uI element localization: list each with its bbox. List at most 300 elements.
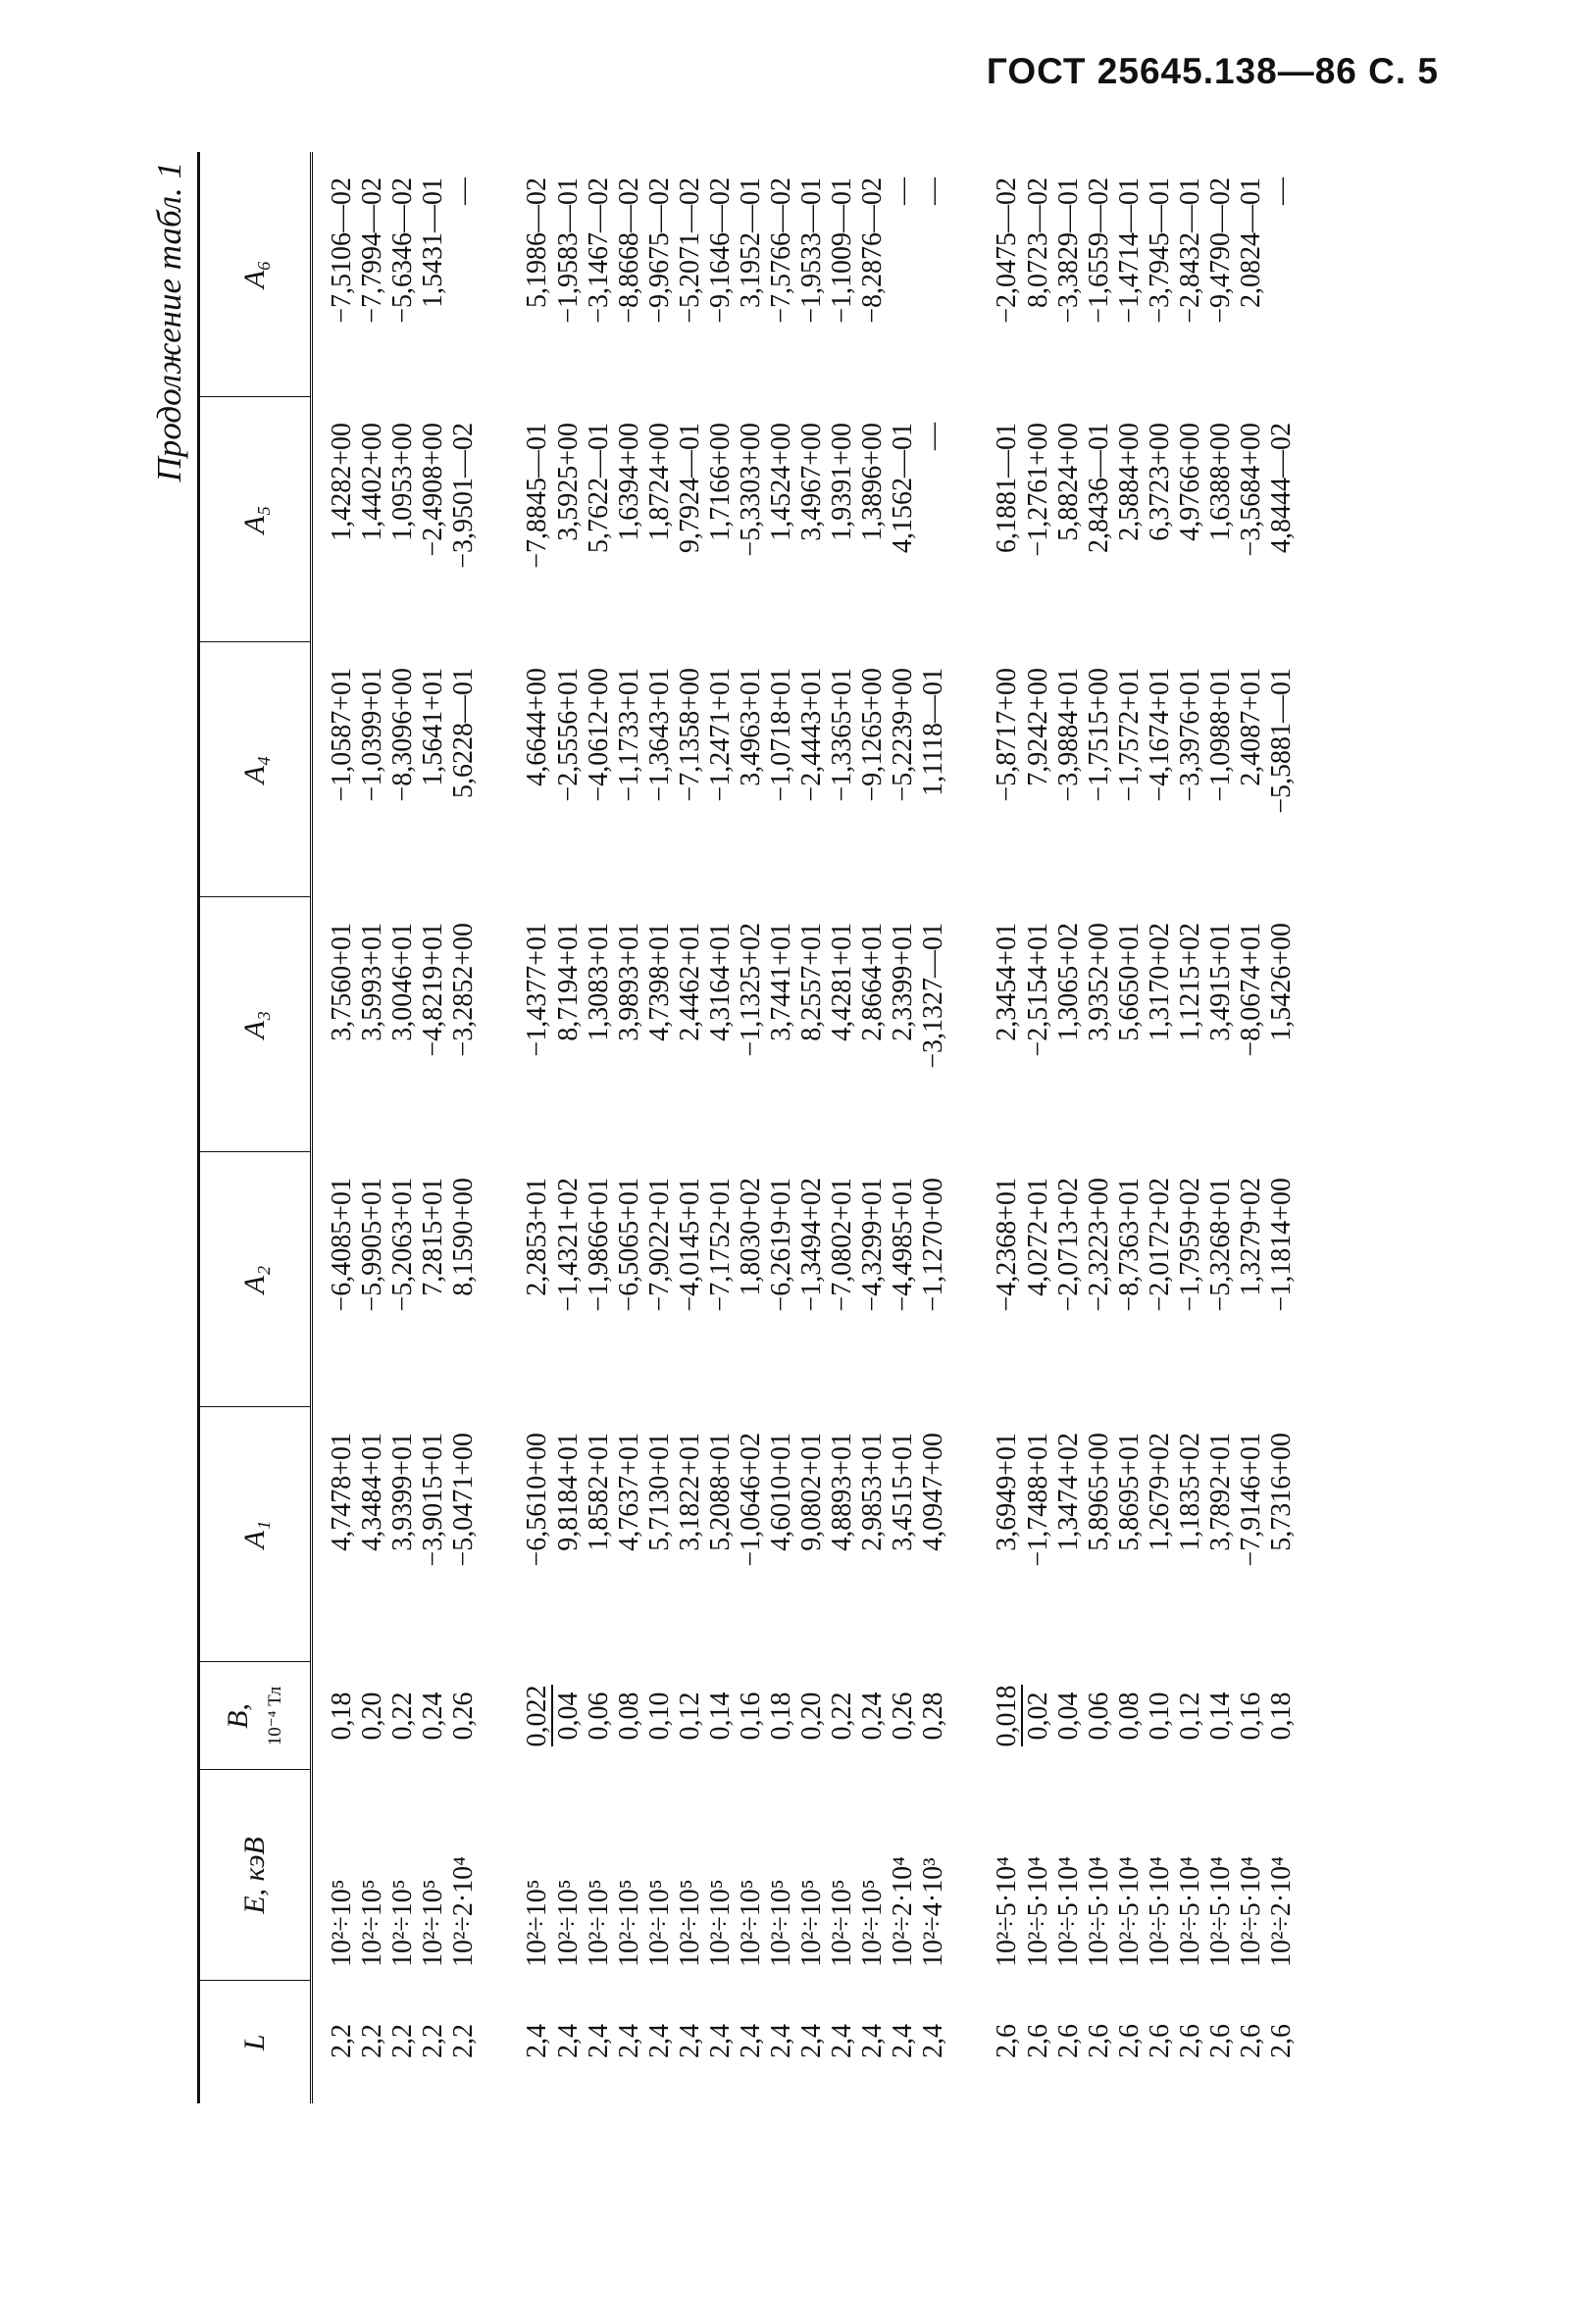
cell-e [918,1770,948,1981]
cell-l [522,1981,553,2103]
cell-a1 [553,1407,584,1662]
cell-value: 10²÷10⁵ [584,1879,614,1967]
cell-a1 [992,1407,1023,1662]
cell-value: 10²÷2·10⁴ [448,1856,479,1967]
table-row [614,152,644,2103]
cell-value: −7,5106—02 [327,177,357,324]
cell-b [1205,1662,1236,1770]
table-row [918,152,948,2103]
cell-a1 [796,1407,827,1662]
col-header-b [199,1662,312,1770]
cell-value: −8,7363+01 [1114,1178,1145,1312]
cell-value: 4,3164+01 [705,923,736,1041]
cell-value: 1,2679+02 [1145,1433,1175,1551]
cell-a4 [796,642,827,897]
cell-value: 10²÷5·10⁴ [1053,1856,1084,1967]
cell-value: −4,2368+01 [992,1178,1022,1312]
cell-value: 1,5641+01 [418,668,448,786]
cell-a3 [675,897,705,1152]
cell-value: −2,8432—01 [1175,177,1205,324]
col-header-a3: A₃ [199,897,312,1152]
cell-value: 2,0824—01 [1236,177,1266,308]
cell-value: 3,5993+01 [357,923,387,1041]
cell-a6 [1175,152,1205,397]
cell-value: 5,2088+01 [705,1433,736,1551]
cell-a6 [705,152,736,397]
cell-a4 [992,642,1023,897]
cell-b [888,1662,918,1770]
cell-b [675,1662,705,1770]
table-row [1114,152,1145,2103]
cell-value: 5,7130+01 [644,1433,675,1551]
cell-l [705,1981,736,2103]
cell-b [1236,1662,1266,1770]
cell-value: −4,8219+01 [418,923,448,1057]
cell-value: 10²÷5·10⁴ [1114,1856,1145,1967]
cell-value: −3,5684+00 [1236,423,1266,557]
cell-value: 2,2 [418,2024,448,2058]
cell-a1 [766,1407,796,1662]
cell-l [644,1981,675,2103]
cell-a4 [1023,642,1053,897]
cell-value: 2,6 [1205,2024,1236,2058]
cell-value: −8,3096+00 [387,668,418,802]
cell-value: 2,4 [827,2024,857,2058]
cell-a6 [675,152,705,397]
cell-l [584,1981,614,2103]
cell-value: 10²÷10⁵ [827,1879,857,1967]
cell-a2 [827,1152,857,1407]
cell-b [584,1662,614,1770]
cell-value: 4,8444—02 [1266,423,1297,553]
table-row [553,152,584,2103]
cell-value: 5,8695+01 [1114,1433,1145,1551]
cell-value: 0,18 [1266,1692,1297,1741]
cell-value: −5,8717+00 [992,668,1022,802]
col-header-a2: A₂ [199,1152,312,1407]
cell-a4 [705,642,736,897]
cell-value: 4,0947+00 [918,1433,948,1551]
cell-a1 [736,1407,766,1662]
cell-value: 10²÷10⁵ [357,1879,387,1967]
group-spacer [948,152,992,2103]
cell-value: 4,4281+01 [827,923,857,1041]
cell-b [644,1662,675,1770]
cell-a4 [1266,642,1297,897]
cell-a4 [857,642,888,897]
table-row [1023,152,1053,2103]
cell-a6 [1023,152,1053,397]
cell-a2 [614,1152,644,1407]
cell-value: −5,9905+01 [357,1178,387,1312]
cell-a1 [888,1407,918,1662]
cell-value: 9,7924—01 [675,423,705,553]
cell-a3 [553,897,584,1152]
cell-e [992,1770,1023,1981]
cell-a1 [584,1407,614,1662]
cell-value: 10²÷10⁵ [675,1879,705,1967]
cell-a1 [1205,1407,1236,1662]
cell-value: 10²÷5·10⁴ [1175,1856,1205,1967]
cell-a2 [522,1152,553,1407]
cell-a4 [357,642,387,897]
group-spacer [479,152,522,2103]
cell-value: −4,1674+01 [1145,668,1175,802]
cell-value: 3,9893+01 [614,923,644,1041]
cell-value: 1,8582+01 [584,1433,614,1551]
cell-b [1084,1662,1114,1770]
cell-e [1266,1770,1297,1981]
cell-a5 [1084,397,1114,642]
cell-value: 0,16 [736,1692,766,1741]
cell-a6 [614,152,644,397]
cell-value: 0,14 [1205,1692,1236,1741]
cell-value: 0,26 [888,1692,918,1741]
cell-value: 0,018 [992,1685,1022,1747]
cell-value: 2,6 [1114,2024,1145,2058]
cell-value: −7,9022+01 [644,1178,675,1312]
cell-a3 [1266,897,1297,1152]
cell-value: −7,9146+01 [1236,1433,1266,1567]
cell-e [888,1770,918,1981]
cell-a5 [1053,397,1084,642]
cell-a2 [553,1152,584,1407]
cell-a4 [614,642,644,897]
cell-e [614,1770,644,1981]
cell-a4 [1114,642,1145,897]
cell-a4 [736,642,766,897]
cell-e [584,1770,614,1981]
cell-a1 [1145,1407,1175,1662]
cell-value: −1,7488+01 [1023,1433,1053,1567]
cell-a1 [1023,1407,1053,1662]
cell-a4 [1205,642,1236,897]
cell-l [888,1981,918,2103]
cell-a1 [614,1407,644,1662]
cell-value: −5,6346—02 [387,177,418,324]
cell-value: −7,5766—02 [766,177,796,324]
cell-value: −1,2761+00 [1023,423,1053,557]
cell-value: −1,0718+01 [766,668,796,802]
cell-a1 [1053,1407,1084,1662]
cell-a5 [827,397,857,642]
cell-b [736,1662,766,1770]
cell-value: −7,7994—02 [357,177,387,324]
cell-a1 [387,1407,418,1662]
cell-b [1114,1662,1145,1770]
cell-a5 [584,397,614,642]
cell-a6 [796,152,827,397]
cell-value: 0,08 [1114,1692,1145,1741]
cell-a5 [1266,397,1297,642]
cell-a5 [888,397,918,642]
cell-a6 [312,152,358,397]
cell-value: 2,4 [522,2024,552,2058]
cell-value: 10²÷10⁵ [553,1879,584,1967]
cell-value: −6,5610+00 [522,1433,552,1567]
cell-value: −1,0988+01 [1205,668,1236,802]
cell-l [736,1981,766,2103]
cell-l [1084,1981,1114,2103]
cell-b [1266,1662,1297,1770]
cell-b [614,1662,644,1770]
cell-value: −8,0674+01 [1236,923,1266,1057]
cell-a2 [992,1152,1023,1407]
table-row [387,152,418,2103]
cell-value: −1,1814+00 [1266,1178,1297,1312]
cell-value: 1,3896+00 [857,423,888,541]
cell-b [553,1662,584,1770]
cell-value: 0,14 [705,1692,736,1741]
cell-a1 [857,1407,888,1662]
cell-value: 2,2 [448,2024,479,2058]
cell-value: 2,4 [553,2024,584,2058]
cell-value: 2,4 [857,2024,888,2058]
cell-b [1145,1662,1175,1770]
cell-e [736,1770,766,1981]
col-header-l: L [199,1981,312,2103]
cell-value: −9,9675—02 [644,177,675,324]
cell-l [1175,1981,1205,2103]
cell-a6 [418,152,448,397]
cell-a5 [1175,397,1205,642]
cell-value: 2,8664+01 [857,923,888,1041]
cell-a4 [644,642,675,897]
cell-value: 9,8184+01 [553,1433,584,1551]
cell-a5 [312,397,358,642]
cell-value: 3,4915+01 [1205,923,1236,1041]
cell-value: 3,6949+01 [992,1433,1022,1551]
cell-a5 [675,397,705,642]
cell-l [766,1981,796,2103]
cell-a6 [918,152,948,397]
cell-e [522,1770,553,1981]
cell-value: 6,3723+00 [1145,423,1175,541]
cell-value: 3,4963+01 [736,668,766,786]
cell-value: −1,3365+01 [827,668,857,802]
cell-value: 2,5884+00 [1114,423,1145,541]
cell-value: 0,04 [553,1692,584,1741]
cell-value: 3,5925+00 [553,423,584,541]
table-row [418,152,448,2103]
table-row [1236,152,1266,2103]
cell-b [827,1662,857,1770]
cell-value: −9,1265+00 [857,668,888,802]
cell-value: −3,1327—01 [918,923,948,1069]
cell-a2 [644,1152,675,1407]
cell-e [644,1770,675,1981]
cell-a3 [357,897,387,1152]
cell-a2 [857,1152,888,1407]
rotated-table-block [142,152,1442,2103]
cell-value: 0,06 [584,1692,614,1741]
cell-value: 8,7194+01 [553,923,584,1041]
table-row [736,152,766,2103]
table-row [888,152,918,2103]
cell-value: 5,7622—01 [584,423,614,553]
cell-value: 3,1952—01 [736,177,766,308]
cell-value: −1,3643+01 [644,668,675,802]
cell-value: 4,1562—01 [888,423,918,553]
cell-l [1145,1981,1175,2103]
cell-b [1175,1662,1205,1770]
cell-a3 [1175,897,1205,1152]
cell-a2 [705,1152,736,1407]
table-row [1084,152,1114,2103]
cell-l [1236,1981,1266,2103]
cell-value: 3,9352+00 [1084,923,1114,1041]
cell-value: −4,3299+01 [857,1178,888,1312]
cell-a1 [448,1407,479,1662]
cell-value: 10²÷5·10⁴ [1205,1856,1236,1967]
cell-value: 3,4967+00 [796,423,827,541]
cell-a5 [1114,397,1145,642]
cell-value: 8,0723—02 [1023,177,1053,308]
cell-value: 10²÷10⁵ [614,1879,644,1967]
cell-value: 10²÷10⁵ [644,1879,675,1967]
cell-value: 1,1215+02 [1175,923,1205,1041]
spacer-cell [948,152,992,2103]
cell-value: −3,1467—02 [584,177,614,324]
cell-value: 10²÷4·10³ [918,1857,948,1967]
cell-value: 2,3399+01 [888,923,918,1041]
cell-value: 0,22 [387,1692,418,1741]
cell-value: 4,6644+00 [522,668,552,786]
cell-value: −1,9583—01 [553,177,584,324]
cell-a1 [418,1407,448,1662]
cell-e [766,1770,796,1981]
cell-value: −2,5556+01 [553,668,584,802]
cell-value: — [918,423,948,450]
cell-e [387,1770,418,1981]
cell-e [357,1770,387,1981]
cell-value: 2,6 [1053,2024,1084,2058]
cell-value: 2,4 [644,2024,675,2058]
col-header-a1: A₁ [199,1407,312,1662]
table-row [1145,152,1175,2103]
cell-value: −5,0471+00 [448,1433,479,1567]
cell-a4 [1084,642,1114,897]
cell-value: 9,0802+01 [796,1433,827,1551]
cell-value: 10²÷10⁵ [327,1879,357,1967]
cell-a6 [1145,152,1175,397]
cell-value: 6,1881—01 [992,423,1022,553]
cell-e [705,1770,736,1981]
cell-value: 2,3454+01 [992,923,1022,1041]
cell-value: 3,7441+01 [766,923,796,1041]
cell-l [614,1981,644,2103]
cell-l [387,1981,418,2103]
cell-a4 [1236,642,1266,897]
cell-value: −5,2239+00 [888,668,918,802]
cell-value: 2,4 [614,2024,644,2058]
cell-value: 2,6 [1175,2024,1205,2058]
cell-value: 1,3474+02 [1053,1433,1084,1551]
cell-value: 2,4 [705,2024,736,2058]
cell-value: −1,1270+00 [918,1178,948,1312]
cell-value: −5,3268+01 [1205,1178,1236,1312]
cell-value: −1,3494+02 [796,1178,827,1312]
cell-a5 [1236,397,1266,642]
cell-e [448,1770,479,1981]
cell-a5 [418,397,448,642]
cell-value: 4,3484+01 [357,1433,387,1551]
cell-a6 [644,152,675,397]
cell-a6 [827,152,857,397]
cell-value: — [1266,177,1297,205]
cell-a3 [992,897,1023,1152]
cell-a2 [1114,1152,1145,1407]
cell-a1 [675,1407,705,1662]
cell-value: 10²÷10⁵ [522,1879,552,1967]
cell-value: −2,3223+00 [1084,1178,1114,1312]
cell-value: −5,2063+01 [387,1178,418,1312]
cell-value: 3,9399+01 [387,1433,418,1551]
cell-a1 [1114,1407,1145,1662]
cell-value: −2,0172+02 [1145,1178,1175,1312]
cell-a3 [888,897,918,1152]
cell-value: −1,1733+01 [614,668,644,802]
cell-value: 1,6388+00 [1205,423,1236,541]
cell-a6 [1236,152,1266,397]
cell-a3 [1023,897,1053,1152]
cell-a3 [387,897,418,1152]
cell-value: 3,7892+01 [1205,1433,1236,1551]
cell-l [553,1981,584,2103]
cell-value: 10²÷10⁵ [796,1879,827,1967]
cell-e [857,1770,888,1981]
cell-a6 [387,152,418,397]
table-row [857,152,888,2103]
cell-l [1205,1981,1236,2103]
cell-a4 [387,642,418,897]
cell-a3 [766,897,796,1152]
cell-l [857,1981,888,2103]
cell-value: 0,22 [827,1692,857,1741]
cell-a4 [312,642,358,897]
cell-a5 [644,397,675,642]
cell-value: −1,1009—01 [827,177,857,324]
cell-value: −4,0145+01 [675,1178,705,1312]
table-row [522,152,553,2103]
cell-a3 [522,897,553,1152]
cell-value: 1,7166+00 [705,423,736,541]
cell-value: −3,9884+01 [1053,668,1084,802]
cell-l [418,1981,448,2103]
cell-value: 1,3279+02 [1236,1178,1266,1296]
cell-value: 5,8965+00 [1084,1433,1114,1551]
cell-a3 [796,897,827,1152]
cell-a2 [1053,1152,1084,1407]
cell-a5 [857,397,888,642]
table-row [992,152,1023,2103]
cell-a2 [418,1152,448,1407]
cell-a6 [357,152,387,397]
cell-e [675,1770,705,1981]
cell-value: 0,08 [614,1692,644,1741]
cell-value: 1,5426+00 [1266,923,1297,1041]
cell-value: — [448,177,479,205]
cell-value: 0,10 [1145,1692,1175,1741]
cell-a2 [1266,1152,1297,1407]
cell-a2 [1084,1152,1114,1407]
cell-l [827,1981,857,2103]
cell-value: 5,7316+00 [1266,1433,1297,1551]
cell-value: 4,9766+00 [1175,423,1205,541]
cell-a5 [766,397,796,642]
cell-a3 [1205,897,1236,1152]
cell-a5 [1023,397,1053,642]
